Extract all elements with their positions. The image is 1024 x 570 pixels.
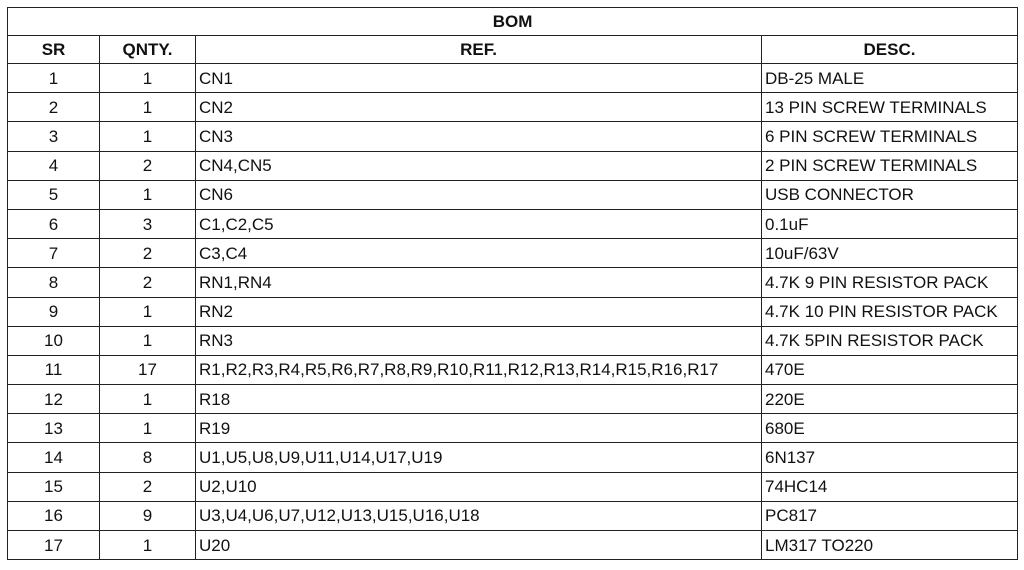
cell-sr: 13 bbox=[8, 414, 100, 443]
cell-sr: 1 bbox=[8, 64, 100, 93]
cell-qnty: 2 bbox=[100, 151, 196, 180]
cell-ref: R19 bbox=[196, 414, 762, 443]
cell-desc: 4.7K 9 PIN RESISTOR PACK bbox=[762, 268, 1018, 297]
cell-ref: U3,U4,U6,U7,U12,U13,U15,U16,U18 bbox=[196, 501, 762, 530]
cell-ref: CN4,CN5 bbox=[196, 151, 762, 180]
cell-sr: 3 bbox=[8, 122, 100, 151]
cell-desc: LM317 TO220 bbox=[762, 531, 1018, 560]
cell-desc: 4.7K 5PIN RESISTOR PACK bbox=[762, 326, 1018, 355]
table-row bbox=[8, 443, 1018, 472]
cell-ref: R18 bbox=[196, 385, 762, 414]
table-row bbox=[8, 297, 1018, 326]
cell-sr: 4 bbox=[8, 151, 100, 180]
table-row bbox=[8, 501, 1018, 530]
table-body bbox=[8, 64, 1018, 560]
cell-ref: U2,U10 bbox=[196, 472, 762, 501]
header-ref: REF. bbox=[196, 36, 762, 64]
table-row bbox=[8, 472, 1018, 501]
cell-desc: 0.1uF bbox=[762, 209, 1018, 238]
cell-ref: CN1 bbox=[196, 64, 762, 93]
cell-qnty: 8 bbox=[100, 443, 196, 472]
cell-ref: RN2 bbox=[196, 297, 762, 326]
cell-qnty: 1 bbox=[100, 180, 196, 209]
cell-qnty: 9 bbox=[100, 501, 196, 530]
cell-sr: 5 bbox=[8, 180, 100, 209]
cell-desc: 470E bbox=[762, 355, 1018, 384]
cell-desc: 74HC14 bbox=[762, 472, 1018, 501]
cell-qnty: 2 bbox=[100, 268, 196, 297]
cell-desc: 680E bbox=[762, 414, 1018, 443]
table-row bbox=[8, 209, 1018, 238]
cell-sr: 9 bbox=[8, 297, 100, 326]
cell-ref: R1,R2,R3,R4,R5,R6,R7,R8,R9,R10,R11,R12,R13,R14,R15,R16,R17 bbox=[196, 355, 762, 384]
cell-qnty: 1 bbox=[100, 385, 196, 414]
table-row bbox=[8, 180, 1018, 209]
cell-qnty: 17 bbox=[100, 355, 196, 384]
cell-qnty: 1 bbox=[100, 531, 196, 560]
cell-sr: 2 bbox=[8, 93, 100, 122]
cell-desc: DB-25 MALE bbox=[762, 64, 1018, 93]
table-row bbox=[8, 385, 1018, 414]
cell-ref: C3,C4 bbox=[196, 239, 762, 268]
cell-desc: 6 PIN SCREW TERMINALS bbox=[762, 122, 1018, 151]
cell-sr: 7 bbox=[8, 239, 100, 268]
cell-sr: 10 bbox=[8, 326, 100, 355]
cell-ref: CN3 bbox=[196, 122, 762, 151]
title-row bbox=[8, 8, 1018, 36]
cell-sr: 14 bbox=[8, 443, 100, 472]
table-row bbox=[8, 355, 1018, 384]
cell-qnty: 1 bbox=[100, 297, 196, 326]
table-row bbox=[8, 268, 1018, 297]
table-row bbox=[8, 414, 1018, 443]
table-row bbox=[8, 531, 1018, 560]
cell-ref: RN1,RN4 bbox=[196, 268, 762, 297]
cell-ref: CN2 bbox=[196, 93, 762, 122]
cell-sr: 16 bbox=[8, 501, 100, 530]
cell-desc: 220E bbox=[762, 385, 1018, 414]
cell-sr: 12 bbox=[8, 385, 100, 414]
cell-qnty: 3 bbox=[100, 209, 196, 238]
cell-qnty: 1 bbox=[100, 64, 196, 93]
cell-desc: 6N137 bbox=[762, 443, 1018, 472]
cell-desc: PC817 bbox=[762, 501, 1018, 530]
table-row bbox=[8, 326, 1018, 355]
cell-qnty: 2 bbox=[100, 239, 196, 268]
cell-ref: CN6 bbox=[196, 180, 762, 209]
cell-qnty: 2 bbox=[100, 472, 196, 501]
header-sr: SR bbox=[8, 36, 100, 64]
header-row bbox=[8, 36, 1018, 64]
cell-sr: 6 bbox=[8, 209, 100, 238]
cell-ref: RN3 bbox=[196, 326, 762, 355]
table-title: BOM bbox=[8, 8, 1018, 36]
cell-sr: 8 bbox=[8, 268, 100, 297]
cell-ref: C1,C2,C5 bbox=[196, 209, 762, 238]
cell-desc: 10uF/63V bbox=[762, 239, 1018, 268]
table-row bbox=[8, 93, 1018, 122]
table-row bbox=[8, 151, 1018, 180]
header-desc: DESC. bbox=[762, 36, 1018, 64]
cell-ref: U20 bbox=[196, 531, 762, 560]
table-row bbox=[8, 64, 1018, 93]
table-row bbox=[8, 239, 1018, 268]
cell-sr: 15 bbox=[8, 472, 100, 501]
cell-qnty: 1 bbox=[100, 326, 196, 355]
cell-sr: 11 bbox=[8, 355, 100, 384]
bom-table bbox=[7, 7, 1018, 560]
cell-desc: 2 PIN SCREW TERMINALS bbox=[762, 151, 1018, 180]
cell-sr: 17 bbox=[8, 531, 100, 560]
cell-qnty: 1 bbox=[100, 93, 196, 122]
cell-qnty: 1 bbox=[100, 414, 196, 443]
header-qnty: QNTY. bbox=[100, 36, 196, 64]
cell-desc: 4.7K 10 PIN RESISTOR PACK bbox=[762, 297, 1018, 326]
cell-ref: U1,U5,U8,U9,U11,U14,U17,U19 bbox=[196, 443, 762, 472]
cell-desc: USB CONNECTOR bbox=[762, 180, 1018, 209]
table-row bbox=[8, 122, 1018, 151]
cell-desc: 13 PIN SCREW TERMINALS bbox=[762, 93, 1018, 122]
cell-qnty: 1 bbox=[100, 122, 196, 151]
